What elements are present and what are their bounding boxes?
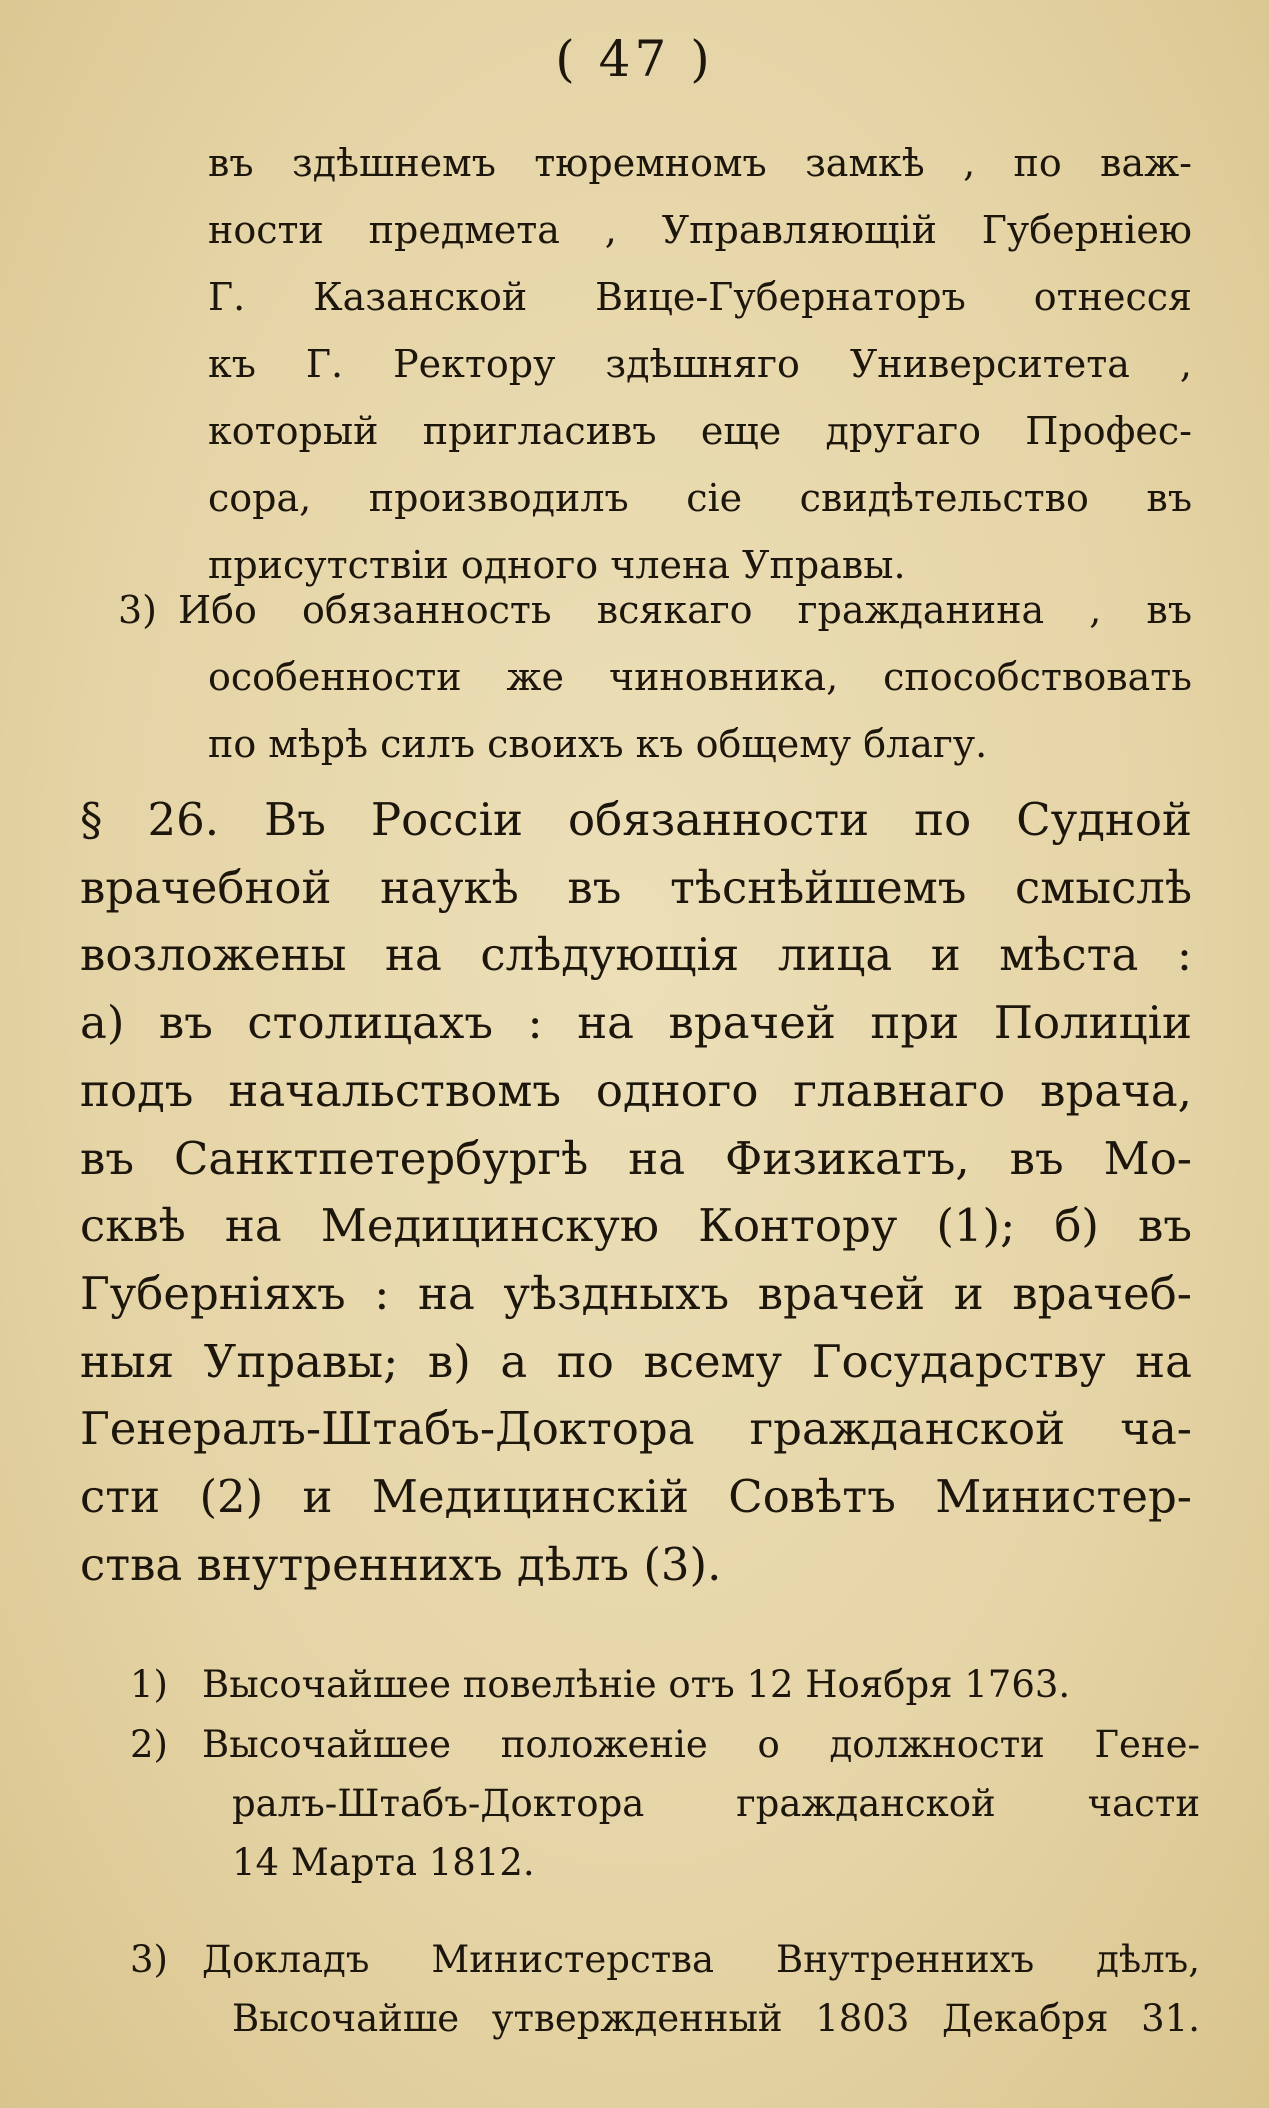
item-number: 3) (118, 588, 158, 632)
text-line: который пригласивъ еще другаго Профес- (208, 409, 1192, 453)
text-line: сти (2) и Медицинскій Совѣтъ Министер- (80, 1470, 1192, 1524)
page-number: ( 47 ) (555, 30, 714, 88)
text-line: возложены на слѣдующія лица и мѣста : (80, 928, 1192, 982)
text-line: Высочайшее повелѣніе отъ 12 Ноября 1763. (202, 1663, 1071, 1706)
text-line: врачебной наукѣ въ тѣснѣйшемъ смыслѣ (80, 860, 1192, 914)
text-line: Высочайше утвержденный 1803 Декабря 31. (232, 1997, 1200, 2040)
footnote-number: 2) (130, 1723, 168, 1766)
text-line: особенности же чиновника, способствовать (208, 655, 1192, 699)
text-line: сора, производилъ сіе свидѣтельство въ (208, 476, 1192, 520)
text-line: сквѣ на Медицинскую Контору (1); б) въ (80, 1199, 1192, 1253)
footnote-number: 3) (130, 1938, 168, 1981)
paragraph-continued (208, 130, 1192, 599)
text-line: къ Г. Ректору здѣшняго Университета , (208, 342, 1192, 386)
text-line: Ибо обязанность всякаго гражданина , въ (178, 588, 1192, 632)
footnote-text (202, 1715, 1200, 1892)
text-line: ности предмета , Управляющій Губерніею (208, 208, 1192, 252)
text-line: Высочайшее положеніе о должности Гене- (202, 1723, 1200, 1766)
text-line: въ здѣшнемъ тюремномъ замкѣ , по важ- (208, 141, 1192, 185)
footnote-2 (130, 1715, 1200, 1895)
text-line: подъ начальствомъ одного главнаго врача, (80, 1063, 1192, 1117)
text-line: Г. Казанской Вице-Губернаторъ отнесся (208, 275, 1192, 319)
text-line: по мѣрѣ силъ своихъ къ общему благу. (208, 722, 988, 766)
footnote-number: 1) (130, 1663, 168, 1706)
text-line: въ Санктпетербургѣ на Физикатъ, въ Мо- (80, 1131, 1192, 1185)
text-line: ныя Управы; в) а по всему Государству на (80, 1334, 1192, 1388)
footnote-text (202, 1930, 1200, 2048)
footnote-1 (130, 1655, 1200, 1715)
text-line: Губерніяхъ : на уѣздныхъ врачей и врачеб- (80, 1266, 1192, 1320)
text-line: ралъ-Штабъ-Доктора гражданской части (232, 1782, 1200, 1825)
item-body (178, 577, 1192, 778)
text-line: Докладъ Министерства Внутреннихъ дѣлъ, (202, 1938, 1200, 1981)
footnote-text (202, 1655, 1200, 1714)
text-line: 14 Марта 1812. (232, 1841, 535, 1884)
text-line: § 26. Въ Россіи обязанности по Судной (80, 793, 1192, 846)
text-line: а) въ столицахъ : на врачей при Полиціи (80, 996, 1192, 1050)
text-line: присутствіи одного члена Управы. (208, 543, 906, 587)
text-line: ства внутреннихъ дѣлъ (3). (80, 1537, 722, 1591)
section-26 (80, 786, 1192, 1598)
footnote-3 (130, 1930, 1200, 2060)
text-line: Генералъ-Штабъ-Доктора гражданской ча- (80, 1402, 1192, 1456)
